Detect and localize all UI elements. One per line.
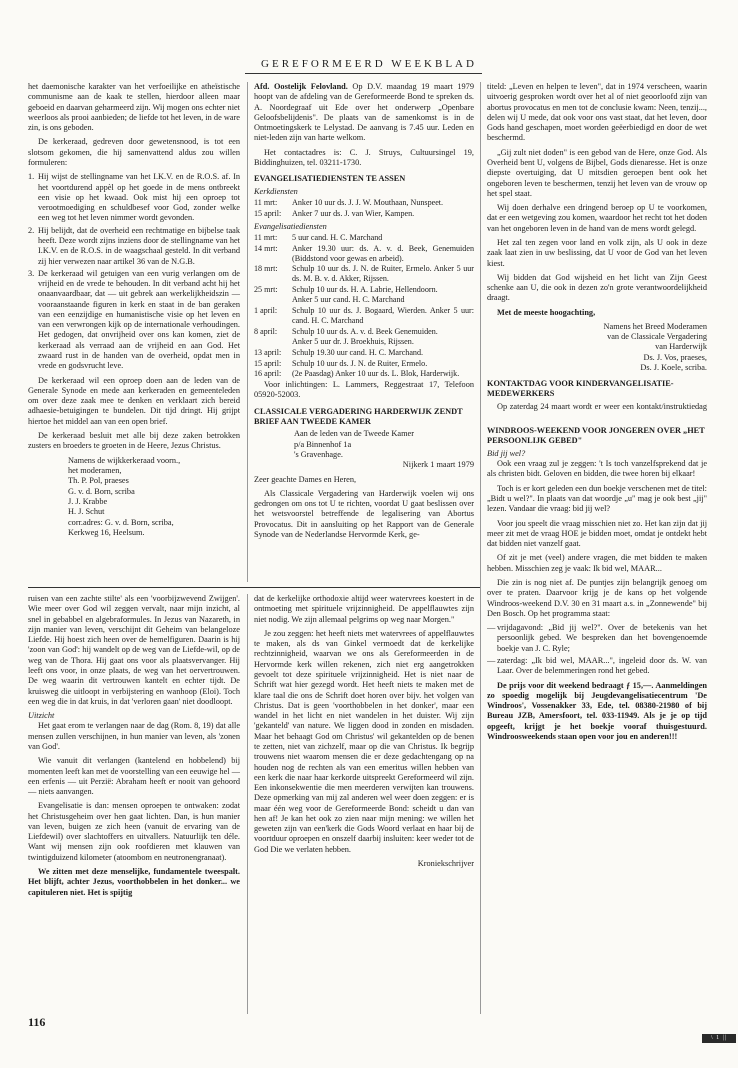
- paragraph: dat de kerkelijke orthodoxie altijd weer watervrees koestert in de ontmoeting met spirituele vrijzinnigheid. De appelflauwtes zijn niet nodig. We zijn allemaal pelgrims op weg naar Morgen.": [254, 594, 474, 624]
- paragraph: ruisen van een zachte stilte' als een 'voorbijzwevend Zwijgen'. Wie meer over God wil zeggen vervalt, naar mijn inzicht, al snel in gebabbel en algebraformules. In Jezus van Nazareth, in zijn manier van leven, verschijnt dit Geheim van belangeloze Liefde. Hij hoest zich heen over de hemelfiguren. Daarin is hij 'zoon van God': hij wandelt op de weg van de Liefde-wil, op de weg van de Thora. Hij gaat ons voor als plaatsvervanger. Hij leeft ons voor, in onze plaats, de weg van het oervertrouwen. De weg waarin dit vertrouwen kantelt en echter tijdt. De kruisweg die uitloopt in verbijstering en wanhoop (Eloi). Toch een weg die in dat kruis, in dat 'verloren gaan' niet doodloopt.: [28, 594, 240, 706]
- paragraph-text: Op D.V. maandag 19 maart 1979 hoopt van de afdeling van de Gereformeerde Bond te spreken ds. A. Noordegraaf uit Ede over het onderwerp „Openbare Geloofsbelijdenis". De plaats van de samenkomst is in de Ontmoetingskerk te Lelystad. De aanvang is 7.45 uur. Leden en niet-leden zijn van harte welkom.: [254, 82, 474, 143]
- signature-block: [487, 322, 707, 373]
- paragraph: De kerkeraad besluit met alle bij deze zaken betrokken zusters en broeders te groeten in de Heere, Jezus Christus.: [28, 431, 240, 451]
- signature-line: Th. P. Pol, praeses: [68, 476, 129, 486]
- subheading: Evangelisatiediensten: [254, 221, 327, 231]
- signature-line: Ds. J. Vos, praeses,: [643, 352, 707, 362]
- table-row: [254, 209, 474, 220]
- column-divider-6: [480, 420, 481, 1014]
- schedule-text: Schulp 10 uur ds. H. A. Labrie, Hellendoorn.: [292, 284, 438, 294]
- paragraph: Het gaat erom te verlangen naar de dag (Rom. 8, 19) dat alle mensen zullen verschijnen, in hun manier van leven, als 'zonen van God'.: [28, 721, 240, 751]
- signature-line: corr.adres: G. v. d. Born, scriba,: [68, 517, 174, 527]
- program-list: [487, 623, 707, 676]
- signature-line: het moderamen,: [68, 465, 122, 475]
- author-signature: Kroniekschrijver: [417, 859, 474, 869]
- address-line: Aan de leden van de Tweede Kamer: [294, 429, 414, 439]
- list-number: 2.: [28, 225, 35, 235]
- paragraph: Je zou zeggen: het heeft niets met watervrees of appelflauwtes te maken, als ds van Ginkel vermoedt dat de kerkelijke rechtzinnigheid, waarvan we ons als Gereformeerden in de Hervormde kerk willen rekenen, zich niet erg aangetrokken gevoelt tot deze spirituele vrijzinnigheid. Het is niet naar de Schrift wat hier gezegd wordt. Het heeft niets te maken met de klare taal die ons de Schrift doet horen over bijv. het volgen van Christus. Dat is geen 'voorthobbelen in het donker', maar een wandel in het licht en niet wandelen in het duister. Wij zijn 'gekanteld' van nature. We liggen dood in zonden en misdaden. Maar het behaagt God om Christus' wil gekantelden op de benen te zetten, niet van zichzelf, maar op die van Christus. Ik begrijp trouwens niet waarom mensen die er deze gedachtengang op na houden nog de rechten als van een emeritus willen hebben van een kerk die naar haar kerkorde uitspreekt Gereformeerd wil zijn. Een inkonsekwentie die men meerderen verwijten kan trouwens. Deze opmerking van mij zal anderen wel weer doen zeggen: er is maar één weg voor de Gereformeerde Bond: scheidt u dan van hen af! Je kan het ook zo zien naar mijn mening: we willen het geweten zijn van een'kerk die Gods Woord verlaat en haar bij de voortduur oproepen en onszelf daarbij insluiten: keer weder tot de God Die we verlaten hebben.: [254, 628, 474, 854]
- paragraph: De kerkeraad, gedreven door gewetensnood, is tot een slotsom gekomen, die hij samenvattend aldus zou willen formuleren:: [28, 137, 240, 167]
- list-item: [28, 269, 240, 372]
- table-row: [254, 369, 474, 380]
- signature-line: G. v. d. Born, scriba: [68, 486, 135, 496]
- signature-line: Ds. J. Koele, scriba.: [640, 363, 707, 373]
- paragraph: Als Classicale Vergadering van Harderwijk voelen wij ons gedrongen om ons tot U te richten, voordat U gaat beslissen over het wetsvoorstel betreffende de legalisering van Abortus Provocatus. Dit in aansluiting op het Rapport van de Generale Synode van de Nederlandse Hervormde Kerk, ge-: [254, 488, 474, 540]
- subheading: Uitzicht: [28, 711, 55, 721]
- article-column-5: [254, 594, 474, 1012]
- article-column-1: [28, 82, 240, 582]
- masthead: GEREFORMEERD WEEKBLAD: [261, 58, 477, 70]
- table-row: [254, 285, 474, 296]
- table-row: [254, 348, 474, 359]
- paragraph: Wij doen derhalve een dringend beroep op U te voorkomen, dat er een wetgeving zou komen, waardoor het recht tot het doden van het ongeboren leven in de hand van de mens wordt gelegd.: [487, 203, 707, 233]
- table-row: [254, 264, 474, 284]
- schedule-text: Schulp 10 uur ds. J. N. de Ruiter, Ermelo.: [292, 358, 428, 368]
- paragraph: Voor jou speelt die vraag misschien niet zo. Het kan zijn dat jij meer zit met de vraag HOE je bidden moet, omdat je ontdekt hebt dat bidden niet vanzelf gaat.: [487, 518, 707, 549]
- table-row: [254, 198, 474, 209]
- signature-line: van de Classicale Vergadering: [607, 332, 707, 342]
- schedule-text: Anker 7 uur ds. J. van Wier, Kampen.: [292, 209, 415, 219]
- paragraph: Op zaterdag 24 maart wordt er weer een kontakt/instruktiedag: [497, 402, 707, 412]
- schedule-text: Anker 19.30 uur: ds. A. v. d. Beek, Genemuiden (Biddstond voor gewas en arbeid).: [292, 243, 474, 263]
- paragraph: Wie vanuit dit verlangen (kantelend en hobbelend) bij momenten leeft kan met de voorstelling van een eeuwige hel — een erfenis — uit Perzië: Abraham heeft er nooit van gehoord — niets aanvangen.: [28, 756, 240, 797]
- schedule-text: Schulp 10 uur ds. J. Bogaard, Wierden. Anker 5 uur: cand. H. C. Marchand: [292, 306, 474, 325]
- schedule-table: [254, 233, 474, 380]
- signature-line: H. J. Schut: [68, 507, 105, 517]
- section-heading: EVANGELISATIEDIENSTEN TE ASSEN: [254, 174, 406, 184]
- schedule-text: 5 uur cand. H. C. Marchand: [292, 233, 383, 243]
- signature-block: [68, 456, 240, 539]
- salutation: Zeer geachte Dames en Heren,: [254, 474, 357, 484]
- table-row: [254, 306, 474, 326]
- list-item: [28, 226, 240, 267]
- bullet: —: [487, 623, 496, 633]
- paragraph: [254, 82, 474, 144]
- list-number: 3.: [28, 268, 35, 278]
- article-column-2: [254, 82, 474, 582]
- paragraph: Die zin is nog niet af. De puntjes zijn belangrijk genoeg om over te praten. Daarvoor krijg je de kans op het volgende Windroos-weekend D.V. 30 en 31 maart a.s. in „Zonnewende" bij Den Bosch. Op het programma staat:: [487, 578, 707, 618]
- bullet: —: [487, 655, 496, 665]
- column-divider-5: [247, 594, 248, 1014]
- schedule-date: 11 mrt:: [254, 233, 278, 243]
- address-block: [294, 429, 474, 460]
- list-item: [487, 656, 707, 677]
- schedule-date: 14 mrt:: [254, 243, 278, 253]
- paragraph: De prijs voor dit weekend bedraagt ƒ 15,—. Aanmeldingen zo spoedig mogelijk bij Jeugdevangelisatiecentrum 'De Windroos', Vossenakker 33, Ede, tel. 08380-21980 of bij Bureau JZB, Amersfoort, tel. 033-11949. Als je je op tijd opgeeft, krijgt je het boekje vooraf thuisgestuurd. Windroosweekends staan open voor jou en anderen!!!: [487, 680, 707, 741]
- schedule-table: [254, 198, 474, 219]
- list-text: zaterdag: „Ik bid wel, MAAR...", ingeleid door ds. W. van Laar. Over de belemmeringen rond het gebed.: [497, 655, 707, 676]
- section-heading: WINDROOS-WEEKEND VOOR JONGEREN OVER „HET PERSOONLIJK GEBED": [487, 426, 705, 445]
- edge-mark: \ 1 ||: [702, 1034, 736, 1043]
- table-row: [254, 359, 474, 370]
- paragraph: Voor inlichtingen: L. Lammers, Reggestraat 17, Telefoon 05920-52003.: [254, 380, 474, 400]
- numbered-list: [28, 172, 240, 371]
- paragraph: Evangelisatie is dan: mensen oproepen te ontwaken: zodat het Christusgeheim over hen gaat lichten. Dan, is hun manier van leven, buigen ze zich heen (vanuit de ervaring van de Liefdewil) over slachtoffers en uitvallers. Natuurlijk ten déle. Want wij mensen zijn ook roofdieren met klauwen van twintigduizend kilometer (atoombom en neutronengranaat).: [28, 801, 240, 862]
- signature-line: Kerkweg 16, Heelsum.: [68, 528, 145, 538]
- paragraph: Toch is er kort geleden een dun boekje verschenen met de titel: „Bidt u wel?". In plaats van dat woordje „u" mag je ook best „jij" lezen. Vandaar die vraag: bid jij wel?: [487, 483, 707, 514]
- horizontal-divider: [28, 587, 480, 588]
- paragraph: Het contactadres is: C. J. Struys, Cultuursingel 19, Biddinghuizen, tel. 03211-1730.: [254, 147, 474, 167]
- paragraph: Het zal ten zegen voor land en volk zijn, als U ook in deze zaak laat zien in uw beslissing, dat U voor de God van het leven kiest.: [487, 237, 707, 268]
- schedule-date: [254, 337, 292, 348]
- paragraph: Wij bidden dat God wijsheid en het licht van Zijn Geest schenke aan U, die ook in dezen zo'n grote verantwoordelijkheid draagt.: [487, 272, 707, 303]
- signature-line: Namens de wijkkerkeraad voorn.,: [68, 455, 181, 465]
- list-number: 1.: [28, 172, 35, 182]
- schedule-date: 1 april:: [254, 306, 278, 316]
- page-number: 116: [28, 1015, 46, 1029]
- schedule-text: Anker 10 uur ds. J. J. W. Mouthaan, Nunspeet.: [292, 198, 444, 208]
- paragraph: titeld: „Leven en helpen te leven", dat in 1974 verscheen, waarin uitvoerig gesproken wordt over het al of niet geoorloofd zijn van abortus provocatus en men tot de conclusie kwam: Neen, tenzij..., delen wij U mede, dat ook voor ons vast staat, dat het leven, door Gods hand geschapen, moet worden geëerbiedigd en door de wet beschermd.: [487, 82, 707, 143]
- schedule-text: (2e Paasdag) Anker 10 uur ds. L. Blok, Harderwijk.: [292, 369, 460, 379]
- schedule-text: Schulp 19.30 uur cand. H. C. Marchand.: [292, 347, 424, 357]
- paragraph: het daemonische karakter van het verfoeilijke en atheïstische communisme aan de kaak te stellen, hierdoor alleen maar geboeid en daarvan geharmeerd zijn. Wij mogen ons echter niet weerloos als prooi aanbieden; de liefde tot het leven, in de ware zin, is ons geboden.: [28, 82, 240, 133]
- closing: Met de meeste hoogachting,: [497, 307, 596, 317]
- list-text: De kerkeraad wil getuigen van een vurig verlangen om de vrijheid en de vrede te behouden. In dit verband acht hij het onaanvaardbaar, dat — uit gebrek aan werkelijkheidszin — vooraanstaande figuren in kerk en staat in de ban geraken van een eenzijdige en humanistische visie op het leven en van een verwrongen kijk op de internationale verhoudingen. Het gedogen, dat onvrijheid over ons kan komen, ziet de kerkeraad als verraad aan de vrijheid en aan God. Het zwaard rust in de handen van de overheid, opdat men in vrede en godsvrucht leve.: [38, 268, 240, 371]
- schedule-text: Anker 5 uur dr. J. Broekhuis, Rijssen.: [292, 337, 414, 347]
- schedule-text: Schulp 10 uur ds. J. N. de Ruiter, Ermelo. Anker 5 uur ds. M. B. v. d. Akker, Rijssen.: [292, 264, 474, 283]
- schedule-date: 18 mrt:: [254, 264, 278, 274]
- table-row: [254, 244, 474, 264]
- column-divider-2: [247, 82, 248, 582]
- paragraph: Ook een vraag zul je zeggen: 't Is toch vanzelfsprekend dat je als christen bidt. Geloven en bidden, die twee horen bij elkaar!: [487, 459, 707, 479]
- schedule-date: 13 april:: [254, 347, 282, 357]
- header-rule: [245, 73, 482, 74]
- table-row: [254, 233, 474, 244]
- paragraph: „Gij zult niet doden" is een gebod van de Here, onze God. Als Overheid bent U, volgens de Bijbel, Gods dienaresse. Het is onze diepste overtuiging, dat U mitsdien geroepen bent ook het ongeboren leven te beschermen, tenzij het leven van de vrouw op het spel staat.: [487, 147, 707, 198]
- section-heading: CLASSICALE VERGADERING HARDERWIJK ZENDT BRIEF AAN TWEEDE KAMER: [254, 406, 463, 426]
- table-row: [254, 327, 474, 338]
- schedule-date: 15 april:: [254, 358, 282, 368]
- schedule-date: [254, 295, 292, 306]
- paragraph: Of zit je met (veel) andere vragen, die met bidden te maken hebben. Misschien zeg je vaak: Ik bid wel, MAAR...: [487, 553, 707, 573]
- address-line: 's Gravenhage.: [294, 450, 343, 460]
- list-text: Hij wijst de stellingname van het I.K.V. en de R.O.S. af. In het voortdurend appèl op het goede in de mens ontbreekt een visie op het kwaad. Ook mist hij een oproep tot verootmoediging en schuldbesef voor God, zonder welke een weg tot het leven nimmer wordt gevonden.: [38, 172, 240, 223]
- letter-date: Nijkerk 1 maart 1979: [402, 460, 474, 470]
- schedule-date: 25 mrt:: [254, 284, 278, 294]
- schedule-date: 15 april:: [254, 209, 282, 219]
- signature-line: J. J. Krabbe: [68, 497, 108, 506]
- schedule-date: 11 mrt:: [254, 198, 278, 208]
- list-text: Hij belijdt, dat de overheid een rechtmatige en bijbelse taak heeft. Deze wordt zijns inziens door de stellingname van het I.K.V. en de R.O.S. in de waagschaal gesteld. In dit verband zij hier verwezen naar artikel 36 van de N.G.B.: [38, 225, 240, 266]
- schedule-date: 16 april:: [254, 369, 282, 379]
- list-text: vrijdagavond: „Bid jij wel?". Over de betekenis van het persoonlijk gebed. We bespreken dan het bovengenoemde boekje van J. C. Ryle;: [497, 623, 707, 653]
- paragraph: We zitten met deze menselijke, fundamentele tweespalt. Het blijft, achter Jezus, voorthobbelen in het donker... we capituleren niet. Het is spijtig: [28, 867, 240, 897]
- list-item: [28, 172, 240, 223]
- subheading: Bid jij wel?: [487, 448, 526, 458]
- table-row: [254, 295, 474, 306]
- article-column-6: [487, 420, 707, 1012]
- article-column-4: [28, 594, 240, 1012]
- schedule-text: Schulp 10 uur ds. A. v. d. Beek Genemuiden.: [292, 326, 438, 336]
- section-heading: Afd. Oostelijk Felovland.: [254, 82, 348, 91]
- subheading: Kerkdiensten: [254, 187, 298, 197]
- schedule-date: 8 april:: [254, 326, 278, 336]
- address-line: p/a Binnenhof 1a: [294, 439, 352, 449]
- schedule-text: Anker 5 uur cand. H. C. Marchand: [292, 295, 405, 305]
- list-item: [487, 623, 707, 654]
- paragraph: De kerkeraad wil een oproep doen aan de leden van de Generale Synode en mede aan kerkeraden en gemeenteleden om over deze zaak mee te denken en verklaart zich bereid adhaesie-betuigingen te bundelen. Dit tijd dringt. Hij grijpt hiertoe het middel aan van een open brief.: [28, 375, 240, 426]
- article-column-3: [487, 82, 707, 414]
- table-row: [254, 337, 474, 348]
- signature-line: Namens het Breed Moderamen: [603, 321, 707, 331]
- section-heading: KONTAKTDAG VOOR KINDERVANGELISATIE-MEDEWERKERS: [487, 379, 674, 399]
- signature-line: van Harderwijk: [655, 342, 707, 352]
